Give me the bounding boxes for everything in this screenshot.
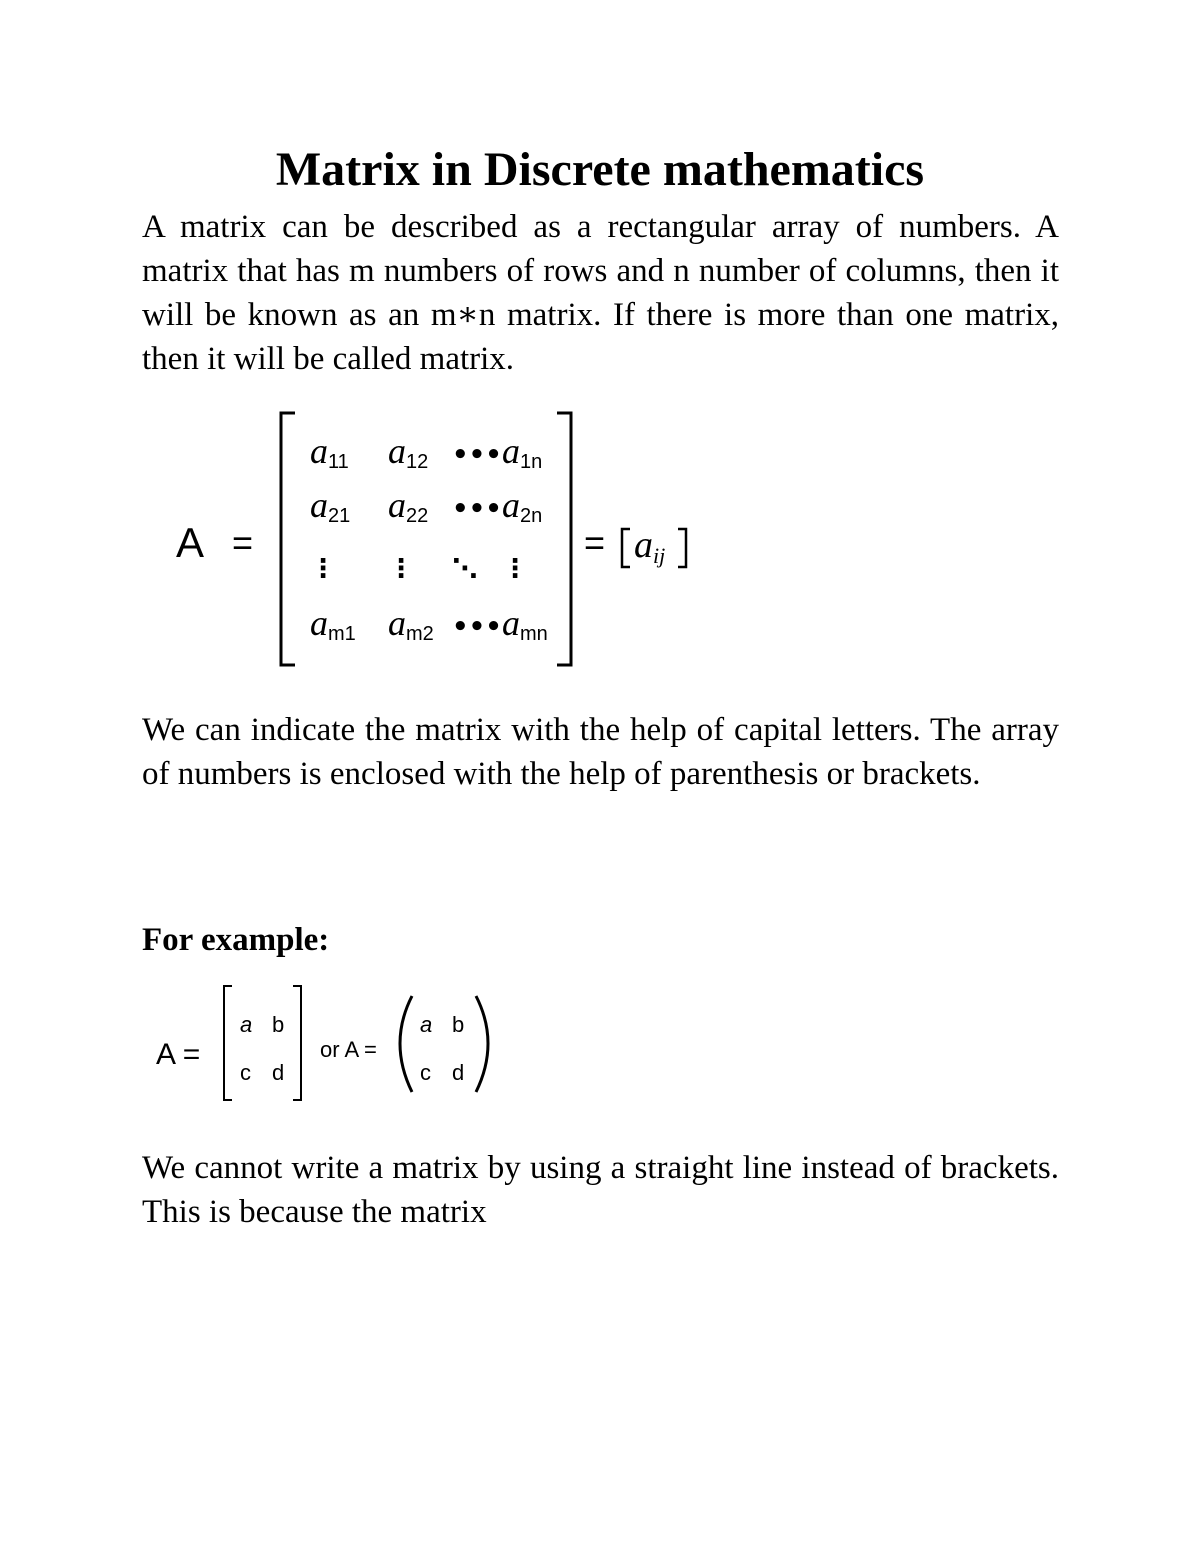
- example-right-paren: [476, 996, 488, 1092]
- page-title: Matrix in Discrete mathematics: [275, 143, 925, 196]
- example-heading: For example:: [142, 922, 330, 958]
- matrix-entry-r4-c3: •••: [452, 612, 502, 642]
- paren-matrix-entry-d: d: [452, 1060, 465, 1085]
- matrix-entries: [310, 431, 548, 645]
- matrix-entry-r2-c3: •••: [452, 494, 502, 524]
- matrix-entry-r3-c3: ⋱: [452, 554, 478, 584]
- equals-sign: =: [232, 522, 254, 563]
- matrix-entry-r2-c1: a21: [310, 485, 351, 527]
- matrix-entry-r2-c4: a2n: [502, 485, 543, 527]
- bracket-matrix-entry-c: c: [240, 1060, 251, 1085]
- rhs-right-bracket: [678, 529, 686, 567]
- right-bracket: [557, 413, 571, 665]
- paren-matrix-entry-a: a: [420, 1012, 433, 1037]
- example-left-paren: [400, 996, 412, 1092]
- notation-paragraph: We can indicate the matrix with the help of capital letters. The array of numbers is enclosed with the help of parenthesis or brackets.: [142, 712, 1059, 792]
- example-right-bracket: [293, 986, 301, 1100]
- matrix-entry-r1-c4: a1n: [502, 431, 543, 473]
- general-matrix-figure: [160, 405, 720, 675]
- paren-matrix-entry-c: c: [420, 1060, 431, 1085]
- matrix-entry-r2-c2: a22: [388, 485, 429, 527]
- rhs-element-subscript: ij: [653, 543, 666, 568]
- matrix-entry-r4-c2: am2: [388, 603, 434, 645]
- example-left-bracket: [224, 986, 232, 1100]
- rhs-equals-sign: =: [584, 522, 606, 563]
- matrix-entry-r1-c2: a12: [388, 431, 429, 473]
- example-bracket-entries: [240, 1012, 284, 1085]
- bracket-matrix-entry-d: d: [272, 1060, 285, 1085]
- matrix-entry-r3-c2: ⋮: [388, 554, 414, 584]
- paren-matrix-entry-b: b: [452, 1012, 465, 1037]
- or-label: or A =: [320, 1037, 377, 1062]
- bracket-matrix-entry-a: a: [240, 1012, 253, 1037]
- matrix-entry-r1-c1: a11: [310, 431, 349, 473]
- rhs-left-bracket: [622, 529, 630, 567]
- left-bracket: [281, 413, 295, 665]
- matrix-entry-r3-c4: ⋮: [502, 554, 528, 584]
- bracket-matrix-entry-b: b: [272, 1012, 285, 1037]
- intro-paragraph: A matrix can be described as a rectangular array of numbers. A matrix that has m numbers of rows and n number of columns, then it will be known as an m∗n matrix. If there is more than one matrix, then it will be called matrix.: [142, 209, 1059, 377]
- example-matrix-figure: [150, 980, 510, 1110]
- matrix-entry-r3-c1: ⋮: [310, 554, 336, 584]
- example-lhs-label: A =: [156, 1038, 201, 1071]
- example-paren-entries: [420, 1012, 464, 1085]
- matrix-entry-r4-c1: am1: [310, 603, 356, 645]
- matrix-name-label: A: [176, 519, 205, 566]
- closing-paragraph: We cannot write a matrix by using a straight line instead of brackets. This is because the matrix: [142, 1150, 1059, 1230]
- rhs-element-base: a: [634, 524, 653, 566]
- matrix-entry-r1-c3: •••: [452, 440, 502, 470]
- matrix-entry-r4-c4: amn: [502, 603, 548, 645]
